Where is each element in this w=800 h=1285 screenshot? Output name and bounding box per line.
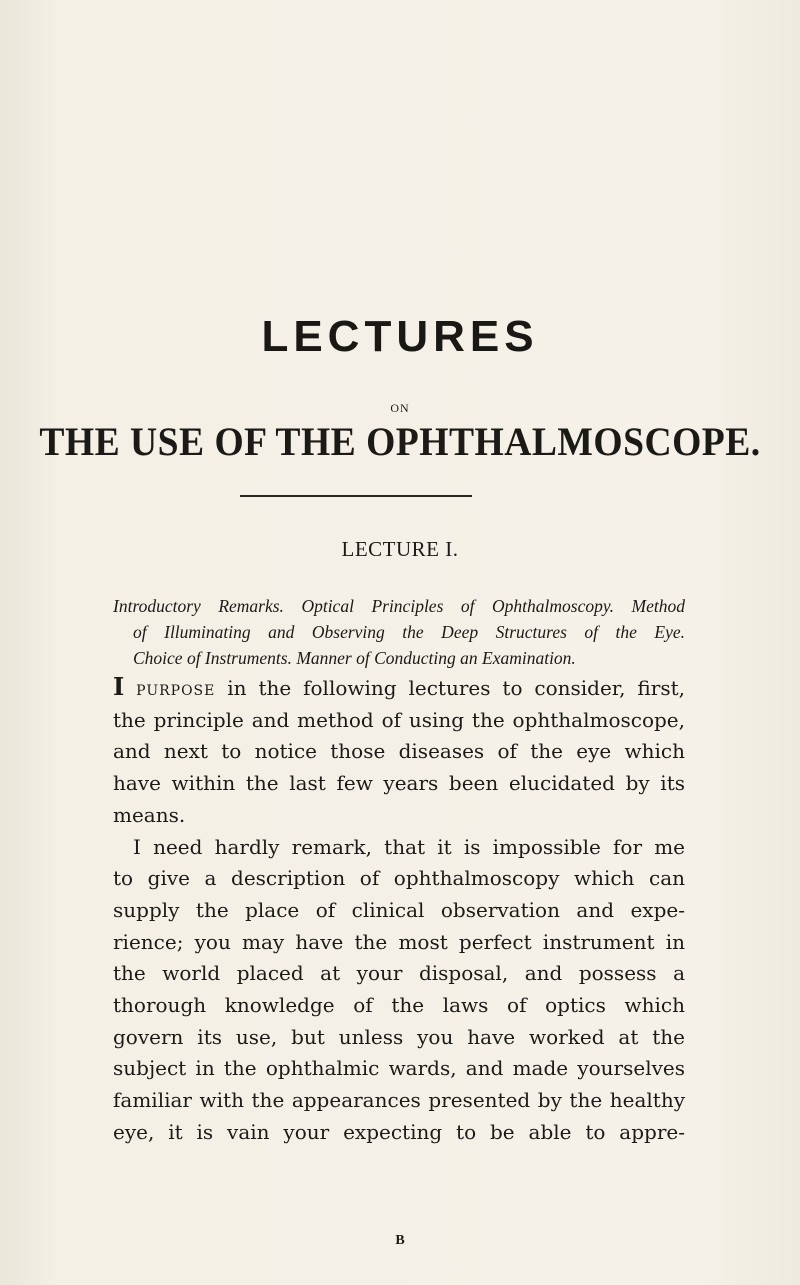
subtitle: THE USE OF THE OPHTHALMOSCOPE. xyxy=(39,419,761,464)
text-line: govern its use, but unless you have worked at the xyxy=(113,1024,685,1049)
synopsis-line: of Illuminating and Observing the Deep Structures of the Eye. xyxy=(133,622,685,642)
synopsis xyxy=(113,593,685,671)
text-line: means. xyxy=(113,802,186,827)
text-line: eye, it is vain your expecting to be able to appre- xyxy=(113,1119,685,1144)
text-line: the principle and method of using the ophthalmoscope, xyxy=(113,707,685,732)
text-line: I need hardly remark, that it is impossible for me xyxy=(133,834,685,859)
text-line: thorough knowledge of the laws of optics which xyxy=(113,993,685,1018)
small-caps-word: purpose xyxy=(136,676,216,700)
signature-mark: B xyxy=(395,1233,405,1248)
on-word: ON xyxy=(390,401,410,415)
lecture-heading: LECTURE I. xyxy=(341,537,459,561)
initial-letter: I xyxy=(113,672,125,701)
text-line: familiar with the appearances presented by the healthy xyxy=(113,1088,685,1113)
paragraph-1-first-line xyxy=(113,671,685,705)
text-line: supply the place of clinical observation and expe- xyxy=(113,897,685,922)
main-title: LECTURES xyxy=(261,312,539,361)
text-line: rience; you may have the most perfect instrument in xyxy=(113,929,685,954)
title-rule xyxy=(240,495,472,497)
synopsis-line: Choice of Instruments. Manner of Conducting an Examination. xyxy=(133,648,576,668)
first-line-rest: in the following lectures to consider, first, xyxy=(215,676,685,700)
text-line: to give a description of ophthalmoscopy which can xyxy=(113,866,685,891)
text-line: the world placed at your disposal, and possess a xyxy=(113,961,685,986)
text-line: and next to notice those diseases of the eye which xyxy=(113,739,685,764)
text-line: have within the last few years been elucidated by its xyxy=(113,771,685,796)
body-text xyxy=(113,671,685,1149)
text-line: subject in the ophthalmic wards, and made yourselves xyxy=(113,1056,685,1081)
synopsis-line: Introductory Remarks. Optical Principles of Ophthalmoscopy. Method xyxy=(113,596,685,616)
